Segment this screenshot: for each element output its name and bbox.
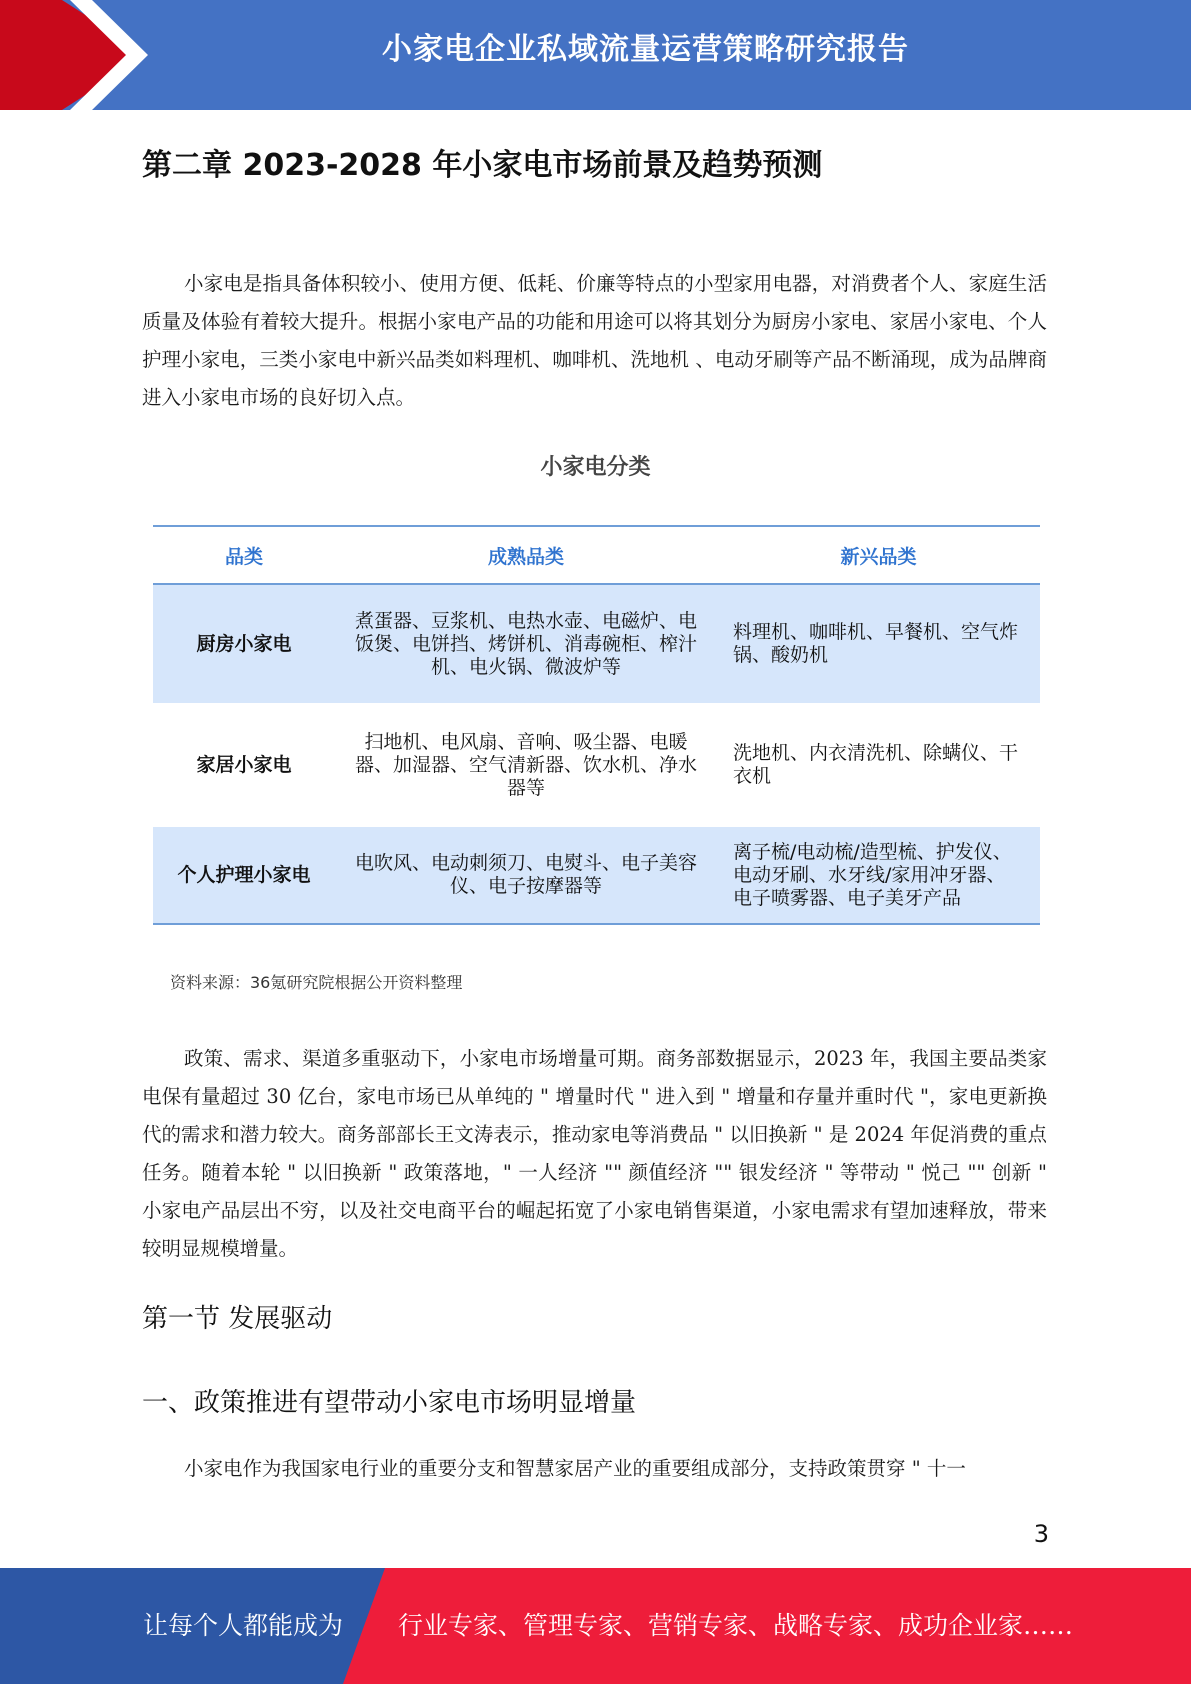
table-header-row xyxy=(153,526,1040,584)
row-emerging: 离子梳/电动梳/造型梳、护发仪、电动牙刷、水牙线/家用冲牙器、电子喷雾器、电子美牙产品 xyxy=(717,827,1040,924)
section-heading: 第一节 发展驱动 xyxy=(142,1304,333,1334)
policy-paragraph: 小家电作为我国家电行业的重要分支和智慧家居产业的重要组成部分，支持政策贯穿 " 十一 xyxy=(184,1457,966,1480)
row-emerging: 料理机、咖啡机、早餐机、空气炸锅、酸奶机 xyxy=(717,584,1040,703)
row-mature: 电吹风、电动刺须刀、电熨斗、电子美容仪、电子按摩器等 xyxy=(335,827,717,924)
footer-slogan-left: 让每个人都能成为 xyxy=(143,1611,344,1640)
row-emerging: 洗地机、内衣清洗机、除螨仪、干衣机 xyxy=(733,742,1019,787)
footer-banner xyxy=(0,1568,1191,1684)
classification-table xyxy=(153,525,1040,925)
intro-paragraph: 小家电是指具备体积较小、使用方便、低耗、价廉等特点的小型家用电器，对消费者个人、家庭生活质量及体验有着较大提升。根据小家电产品的功能和用途可以将其划分为厨房小家电、家居小家电、个人护理小家电，三类小家电中新兴品类如料理机、咖啡机、洗地机 、电动牙刷等产品不断涌现，成为品牌商进入小家电市场的良好切入点。 xyxy=(142,272,1047,409)
sub-heading: 一、政策推进有望带动小家电市场明显增量 xyxy=(142,1388,637,1418)
table-row xyxy=(153,584,1040,703)
row-category: 个人护理小家电 xyxy=(153,827,335,924)
table-source-note: 资料来源：36氪研究院根据公开资料整理 xyxy=(170,973,463,992)
row-mature: 扫地机、电风扇、音响、吸尘器、电暖器、加湿器、空气清新器、饮水机、净水器等 xyxy=(354,730,697,799)
row-category: 家居小家电 xyxy=(196,753,292,776)
table-row xyxy=(153,703,1040,827)
chapter-title: 第二章 2023-2028 年小家电市场前景及趋势预测 xyxy=(142,148,823,183)
header-banner xyxy=(0,0,1191,110)
header-emerging: 新兴品类 xyxy=(717,526,1040,584)
footer-slogan-right: 行业专家、管理专家、营销专家、战略专家、成功企业家…… xyxy=(398,1611,1074,1640)
row-mature: 煮蛋器、豆浆机、电热水壶、电磁炉、电饭煲、电饼挡、烤饼机、消毒碗柜、榨汁机、电火锅、微波炉等 xyxy=(335,584,717,703)
drivers-paragraph: 政策、需求、渠道多重驱动下，小家电市场增量可期。商务部数据显示，2023 年，我国主要品类家电保有量超过 30 亿台，家电市场已从单纯的 " 增量时代 " 进入到 " 增量和存量并重时代 "，家电更新换代的需求和潜力较大。商务部部长王文涛表示，推动家电等消费品 " 以旧换新 " 是 2024 年促消费的重点任务。随着本轮 " 以旧换新 " 政策落地，" 一人经济 "" 颜值经济 "" 银发经济 " 等带动 " 悦己 "" 创新 " 小家电产品层出不穷，以及社交电商平台的崛起拓宽了小家电销售渠道，小家电需求有望加速释放，带来较明显规模增量。 xyxy=(142,1047,1047,1260)
table-row xyxy=(153,827,1040,924)
row-category: 厨房小家电 xyxy=(153,584,335,703)
header-mature: 成熟品类 xyxy=(335,526,717,584)
header-category: 品类 xyxy=(153,526,335,584)
table-title: 小家电分类 xyxy=(540,455,651,480)
report-title: 小家电企业私域流量运营策略研究报告 xyxy=(382,32,909,67)
page-number: 3 xyxy=(1033,1520,1049,1548)
